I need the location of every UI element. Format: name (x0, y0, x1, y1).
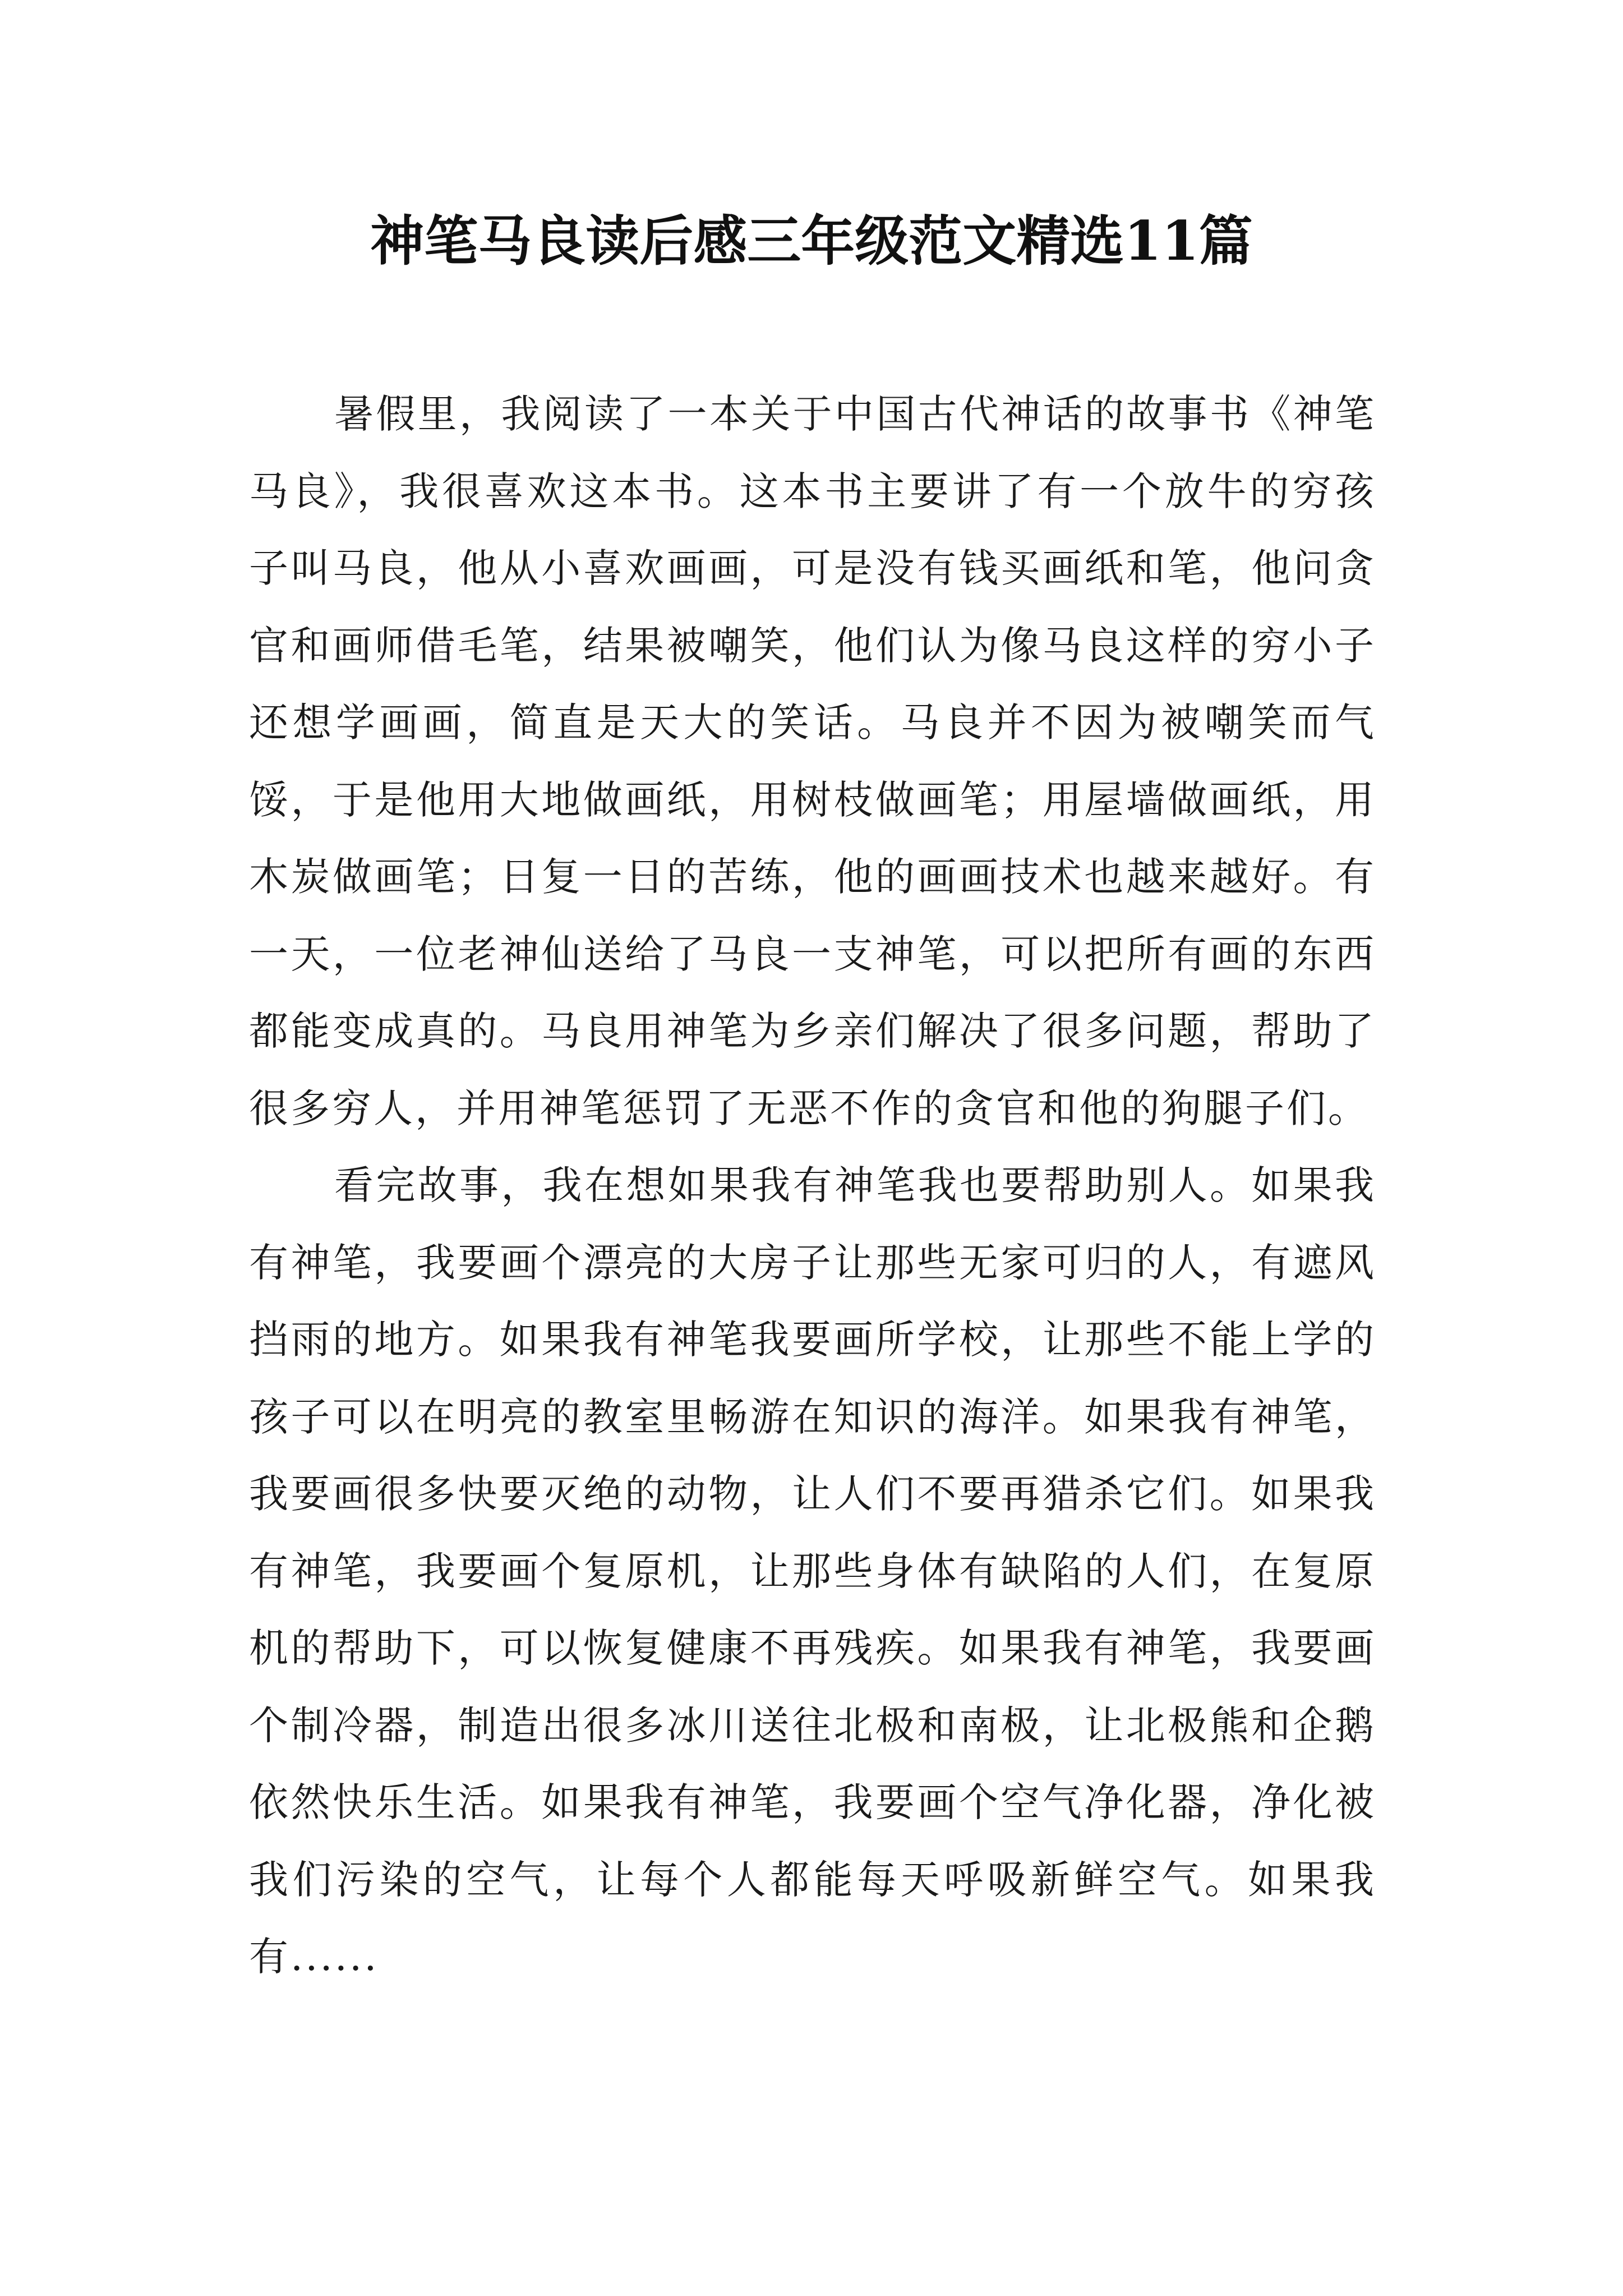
paragraph-2: 看完故事，我在想如果我有神笔我也要帮助别人。如果我有神笔，我要画个漂亮的大房子让那些无家可归的人，有遮风挡雨的地方。如果我有神笔我要画所学校，让那些不能上学的孩子可以在明亮的教室里畅游在知识的海洋。如果我有神笔，我要画很多快要灭绝的动物，让人们不要再猎杀它们。如果我有神笔，我要画个复原机，让那些身体有缺陷的人们，在复原机的帮助下，可以恢复健康不再残疾。如果我有神笔，我要画个制冷器，制造出很多冰川送往北极和南极，让北极熊和企鹅依然快乐生活。如果我有神笔，我要画个空气净化器，净化被我们污染的空气，让每个人都能每天呼吸新鲜空气。如果我有...... (249, 1162, 1376, 1980)
paragraph-1: 暑假里，我阅读了一本关于中国古代神话的故事书《神笔马良》，我很喜欢这本书。这本书主要讲了有一个放牛的穷孩子叫马良，他从小喜欢画画，可是没有钱买画纸和笔，他问贪官和画师借毛笔，结果被嘲笑，他们认为像马良这样的穷小子还想学画画，简直是天大的笑话。马良并不因为被嘲笑而气馁，于是他用大地做画纸，用树枝做画笔；用屋墙做画纸，用木炭做画笔；日复一日的苦练，他的画画技术也越来越好。有一天，一位老神仙送给了马良一支神笔，可以把所有画的东西都能变成真的。马良用神笔为乡亲们解决了很多问题，帮助了很多穷人，并用神笔惩罚了无恶不作的贪官和他的狗腿子们。 (249, 391, 1376, 1131)
document-title: 神笔马良读后感三年级范文精选11篇 (370, 209, 1253, 273)
document-body (249, 376, 1376, 1996)
